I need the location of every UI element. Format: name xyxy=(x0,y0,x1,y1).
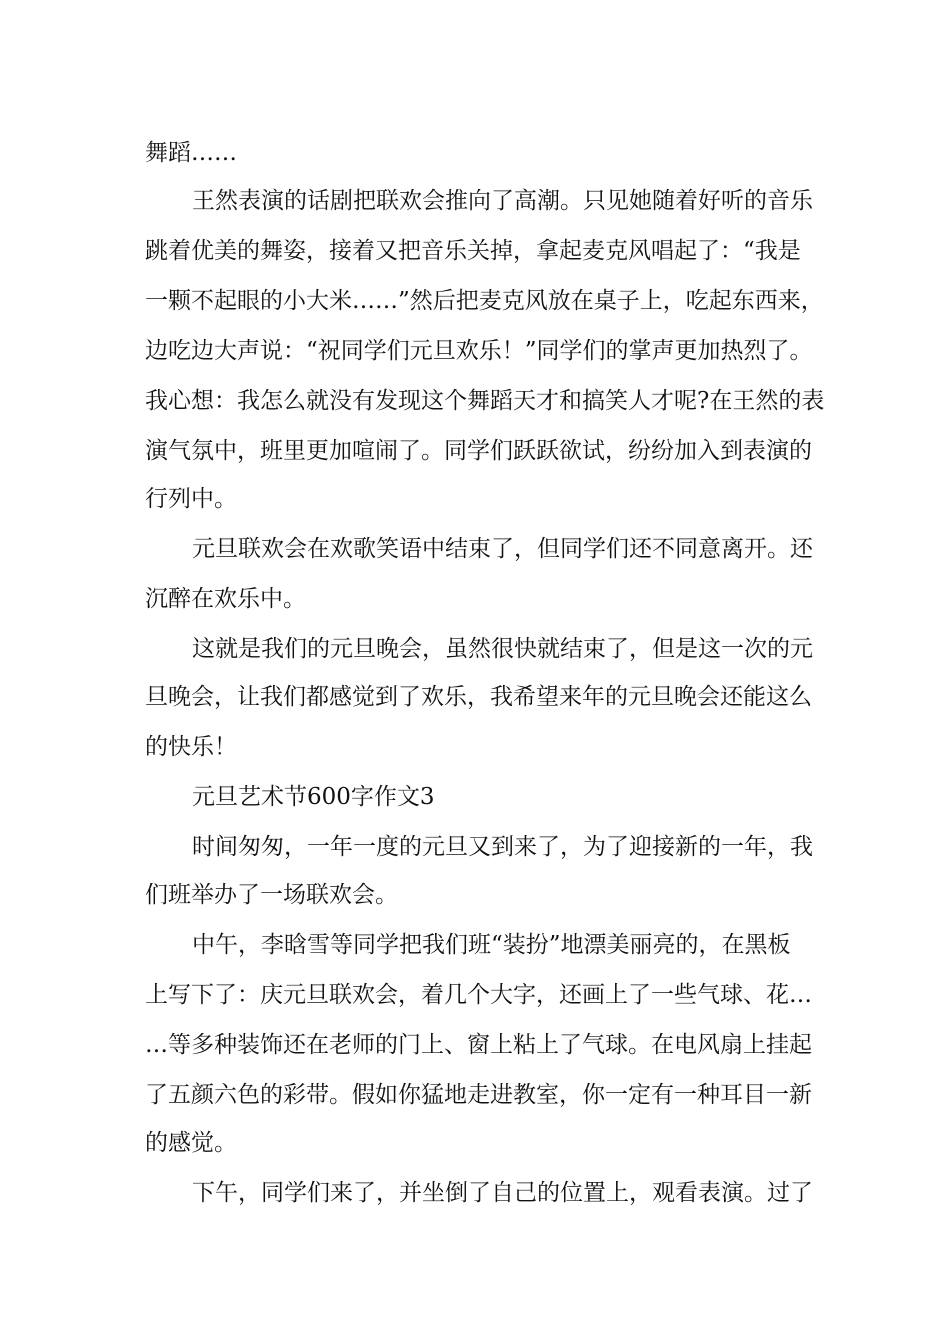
text-line: 们班举办了一场联欢会。 xyxy=(145,882,398,908)
text-line: …等多种装饰还在老师的门上、窗上粘上了气球。在电风扇上挂起 xyxy=(145,1032,812,1058)
section-heading: 元旦艺术节600字作文3 xyxy=(192,784,435,810)
text-line: 舞蹈…… xyxy=(145,140,237,166)
text-line: 跳着优美的舞姿，接着又把音乐关掉，拿起麦克风唱起了：“我是 xyxy=(145,238,801,264)
text-line: 边吃边大声说：“祝同学们元旦欢乐！”同学们的掌声更加热烈了。 xyxy=(145,338,813,364)
text-line: 了五颜六色的彩带。假如你猛地走进教室，你一定有一种耳目一新 xyxy=(145,1082,812,1108)
text-line: 行列中。 xyxy=(145,486,237,512)
text-line: 这就是我们的元旦晚会，虽然很快就结束了，但是这一次的元 xyxy=(192,636,813,662)
text-line: 旦晚会，让我们都感觉到了欢乐，我希望来年的元旦晚会还能这么 xyxy=(145,684,812,710)
text-line: 王然表演的话剧把联欢会推向了高潮。只见她随着好听的音乐 xyxy=(192,188,813,214)
text-line: 的感觉。 xyxy=(145,1130,237,1156)
text-line: 演气氛中，班里更加喧闹了。同学们跃跃欲试，纷纷加入到表演的 xyxy=(145,438,812,464)
text-line: 上写下了：庆元旦联欢会，着几个大字，还画上了一些气球、花… xyxy=(145,982,812,1008)
text-line: 沉醉在欢乐中。 xyxy=(145,586,306,612)
text-line: 的快乐！ xyxy=(145,734,237,760)
text-line: 我心想：我怎么就没有发现这个舞蹈天才和搞笑人才呢?在王然的表 xyxy=(145,388,825,414)
text-line: 元旦联欢会在欢歌笑语中结束了，但同学们还不同意离开。还 xyxy=(192,536,813,562)
text-line: 下午，同学们来了，并坐倒了自己的位置上，观看表演。过了 xyxy=(192,1180,813,1206)
text-line: 中午，李晗雪等同学把我们班“装扮”地漂美丽亮的，在黑板 xyxy=(192,932,791,958)
text-line: 一颗不起眼的小大米……”然后把麦克风放在桌子上，吃起东西来， xyxy=(145,288,824,314)
text-line: 时间匆匆，一年一度的元旦又到来了，为了迎接新的一年，我 xyxy=(192,834,813,860)
